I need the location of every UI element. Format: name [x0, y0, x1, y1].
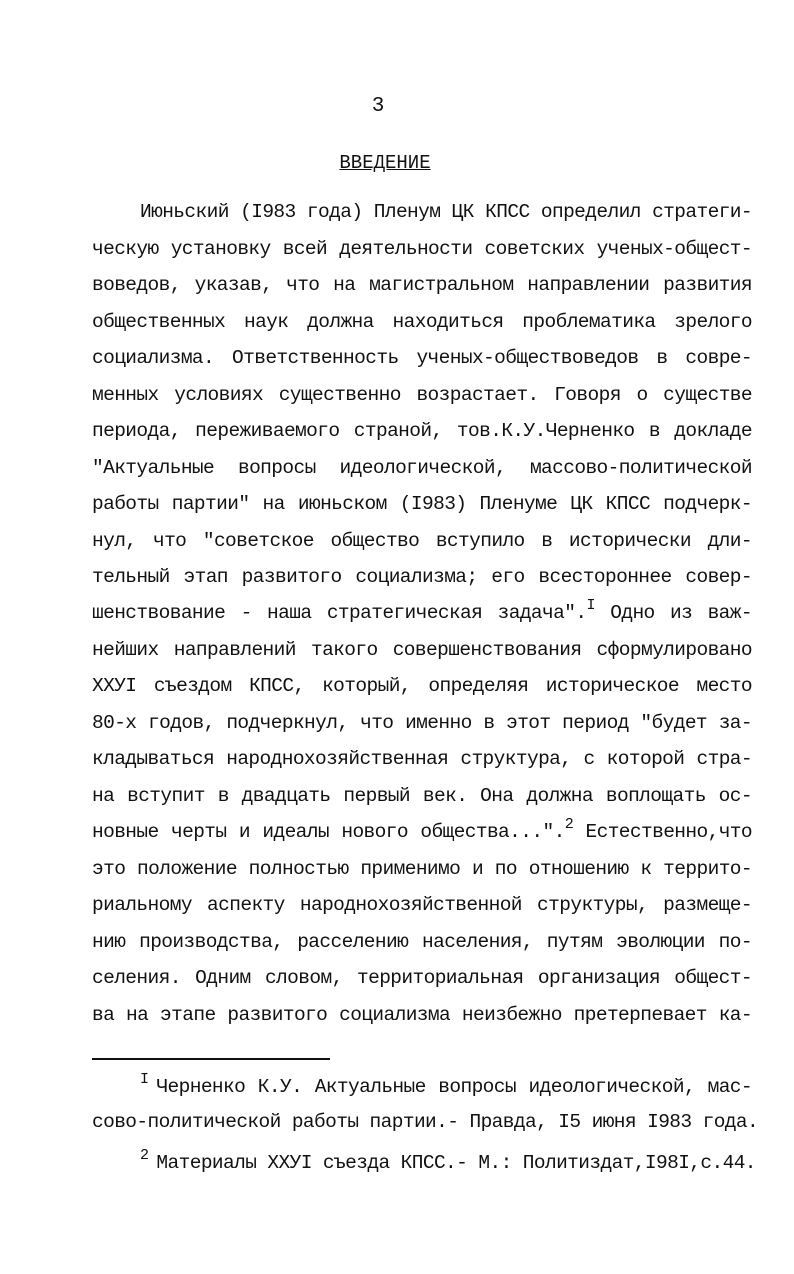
paragraph-line: на вступит в двадцать первый век. Она должна воплощать ос-: [92, 785, 752, 807]
footnote-reference: 2: [564, 816, 574, 833]
paragraph-line: Июньский (I983 года) Пленум ЦК КПСС определил стратеги-: [140, 201, 752, 223]
paragraph-line: кладываться народнохозяйственная структура, с которой стра-: [92, 748, 752, 770]
paragraph-line: "Актуальные вопросы идеологической, массово-политической: [92, 457, 752, 479]
footnote-mark: 2: [140, 1147, 149, 1164]
paragraph-line: нул, что "советское общество вступило в исторически дли-: [92, 530, 752, 552]
footnote-divider: [92, 1058, 330, 1060]
paragraph-line: периода, переживаемого страной, тов.К.У.Черненко в докладе: [92, 420, 752, 442]
paragraph-line: нию производства, расселению населения, путям эволюции по-: [92, 931, 752, 953]
paragraph-line-segment: шенствование - наша стратегическая задача".: [92, 602, 587, 624]
paragraph-line: 80-х годов, подчеркнул, что именно в этот период "будет за-: [92, 712, 752, 734]
paragraph-line: риальному аспекту народнохозяйственной структуры, размеще-: [92, 894, 752, 916]
page-number: 3: [371, 95, 385, 118]
paragraph-line: менных условиях существенно возрастает. Говоря о существе: [92, 384, 752, 406]
footnote-1: [140, 1071, 752, 1099]
paragraph-line: ХХУI съездом КПСС, который, определяя историческое место: [92, 675, 752, 697]
paragraph-line: воведов, указав, что на магистральном направлении развития: [92, 274, 752, 296]
footnote-mark: I: [140, 1071, 149, 1088]
paragraph-line: [92, 597, 752, 625]
paragraph-line: ческую установку всей деятельности советских ученых-общест-: [92, 238, 752, 260]
footnote-1-continuation: сово-политической работы партии.- Правда, I5 июня I983 года.: [92, 1111, 759, 1133]
paragraph-line: нейших направлений такого совершенствования сформулировано: [92, 639, 752, 661]
paragraph-line: [92, 816, 753, 844]
paragraph-line: селения. Одним словом, территориальная организация общест-: [92, 967, 752, 989]
paragraph-line: общественных наук должна находиться проблематика зрелого: [92, 311, 752, 333]
paragraph-line: тельный этап развитого социализма; его всестороннее совер-: [92, 566, 752, 588]
footnote-reference: I: [586, 597, 595, 614]
paragraph-line: это положение полностью применимо и по отношению к террито-: [92, 858, 752, 880]
paragraph-line-segment: Одно из важ-: [610, 602, 752, 624]
paragraph-line-segment: новные черты и идеалы нового общества...".: [92, 821, 565, 843]
footnote-text: Черненко К.У. Актуальные вопросы идеологической, мас-: [156, 1076, 752, 1098]
paragraph-line: ва на этапе развитого социализма неизбежно претерпевает ка-: [92, 1004, 752, 1026]
paragraph-line: социализма. Ответственность ученых-обществоведов в совре-: [92, 347, 752, 369]
page-title: ВВЕДЕНИЕ: [339, 152, 431, 174]
footnote-text: Материалы ХХУI съезда КПСС.- М.: Политиздат,I98I,с.44.: [156, 1152, 756, 1174]
footnote-2: [140, 1147, 756, 1175]
paragraph-line: работы партии" на июньском (I983) Пленуме ЦК КПСС подчерк-: [92, 493, 752, 515]
paragraph-line-segment: Естественно,что: [585, 821, 753, 843]
